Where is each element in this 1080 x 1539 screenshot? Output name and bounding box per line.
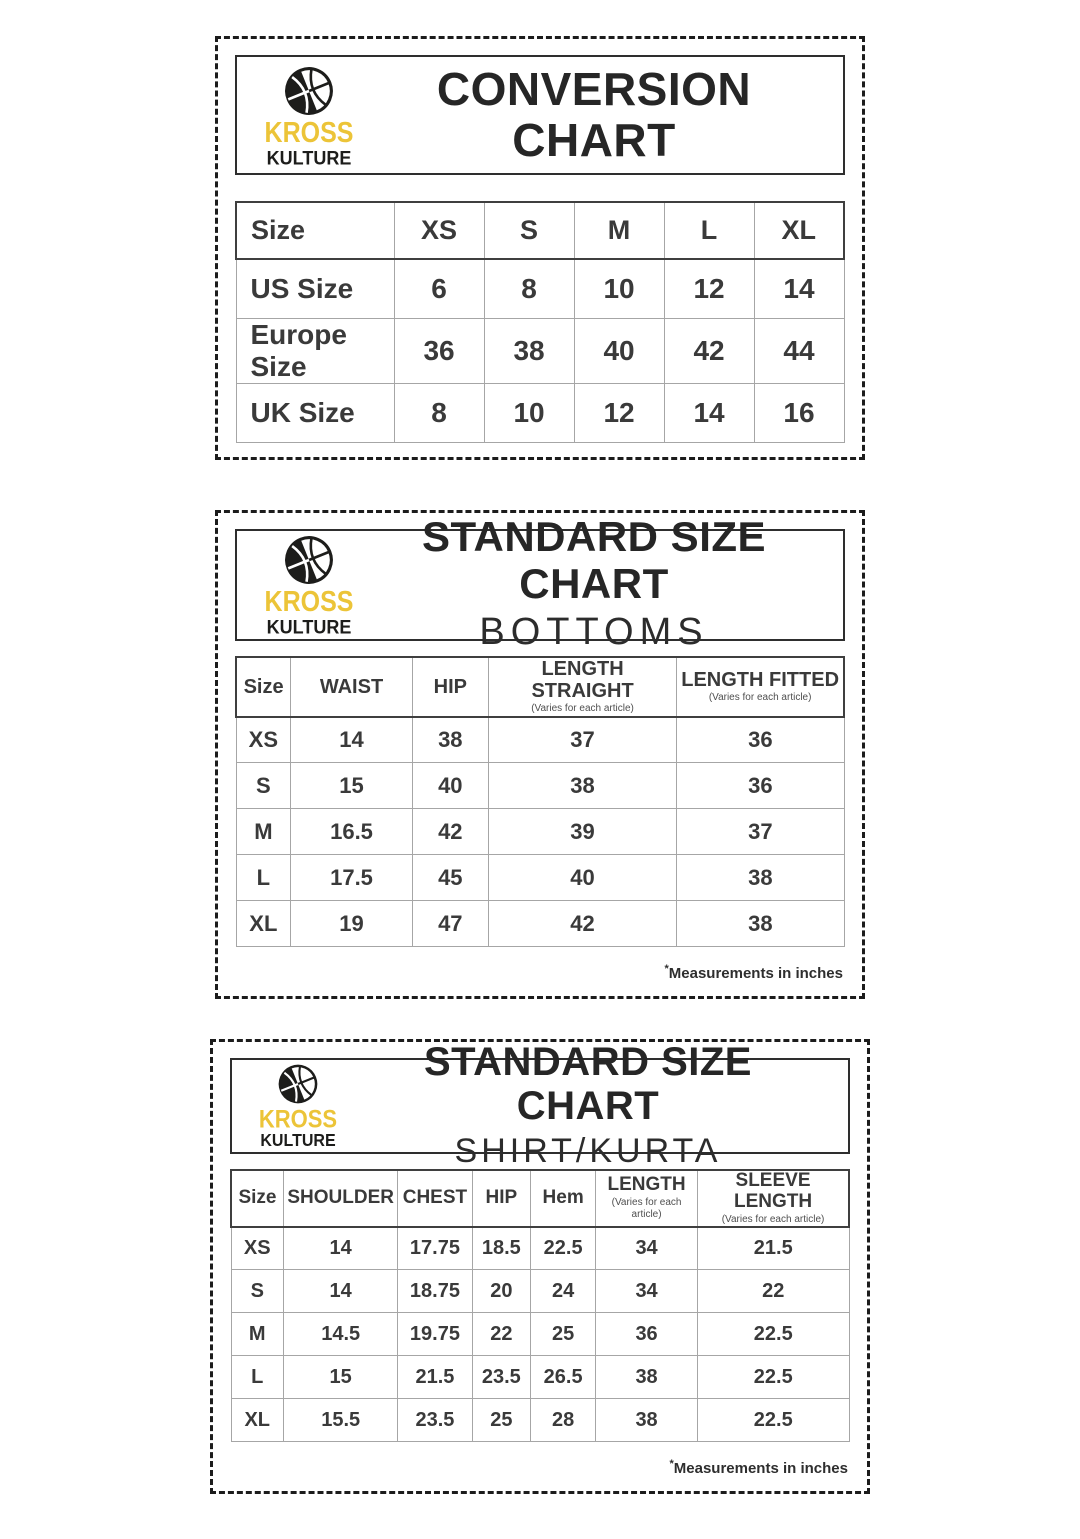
cell-value: 22.5 (698, 1399, 849, 1442)
brand-logo (253, 534, 365, 638)
table-row (236, 717, 844, 763)
cell-value: 22.5 (698, 1356, 849, 1399)
shirt-kurta-size-chart-table (230, 1169, 850, 1442)
column-header: Size (236, 202, 394, 259)
cell-value: 12 (664, 259, 754, 318)
cell-value: 38 (488, 763, 676, 809)
cell-value: 38 (484, 318, 574, 383)
column-header: SLEEVE LENGTH (Varies for each article) (698, 1170, 849, 1227)
cell-value: 19.75 (398, 1313, 472, 1356)
column-header: HIP (412, 657, 488, 717)
row-label: M (231, 1313, 284, 1356)
cell-value: 23.5 (472, 1356, 531, 1399)
table-row (231, 1356, 849, 1399)
cell-value: 36 (677, 717, 844, 763)
cell-value: 34 (596, 1270, 698, 1313)
basketball-icon (283, 65, 335, 117)
conversion-chart-header (235, 55, 845, 175)
row-label: XS (231, 1227, 284, 1270)
panel-titles (365, 514, 823, 654)
brand-name-kross: KROSS (264, 116, 354, 149)
cell-value: 22.5 (698, 1313, 849, 1356)
column-header: Hem (531, 1170, 596, 1227)
row-label: Europe Size (236, 318, 394, 383)
cell-value: 40 (488, 855, 676, 901)
header-row (231, 1170, 849, 1227)
cell-value: 10 (484, 383, 574, 442)
cell-value: 15.5 (284, 1399, 398, 1442)
column-header: Size (236, 657, 291, 717)
column-header: LENGTH FITTED (Varies for each article) (677, 657, 844, 717)
table-row (236, 763, 844, 809)
column-subnote: (Varies for each article) (531, 703, 634, 714)
cell-value: 22 (472, 1313, 531, 1356)
column-header: SHOULDER (284, 1170, 398, 1227)
cell-value: 22.5 (531, 1227, 596, 1270)
cell-value: 16.5 (291, 809, 413, 855)
brand-logo (253, 65, 365, 169)
brand-name-kross: KROSS (258, 1104, 338, 1134)
cell-value: 14 (284, 1270, 398, 1313)
cell-value: 47 (412, 901, 488, 947)
cell-value: 15 (284, 1356, 398, 1399)
cell-value: 28 (531, 1399, 596, 1442)
column-header: WAIST (291, 657, 413, 717)
cell-value: 38 (596, 1399, 698, 1442)
footnote-text: Measurements in inches (668, 965, 843, 982)
column-header: CHEST (398, 1170, 472, 1227)
cell-value: 21.5 (398, 1356, 472, 1399)
table-row (231, 1399, 849, 1442)
panel-title: CONVERSION CHART (436, 63, 752, 166)
cell-value: 24 (531, 1270, 596, 1313)
table-row (236, 809, 844, 855)
cell-value: 34 (596, 1227, 698, 1270)
basketball-icon (277, 1063, 319, 1105)
footnote-text: Measurements in inches (673, 1460, 848, 1478)
measurements-footnote (230, 1458, 850, 1477)
column-header: HIP (472, 1170, 531, 1227)
conversion-chart-panel (215, 36, 865, 460)
cell-value: 22 (698, 1270, 849, 1313)
column-header: L (664, 202, 754, 259)
header-row (236, 657, 844, 717)
column-header: LENGTH STRAIGHT (Varies for each article) (488, 657, 676, 717)
cell-value: 18.5 (472, 1227, 531, 1270)
cell-value: 25 (531, 1313, 596, 1356)
row-label: L (231, 1356, 284, 1399)
cell-value: 38 (596, 1356, 698, 1399)
cell-value: 10 (574, 259, 664, 318)
cell-value: 21.5 (698, 1227, 849, 1270)
column-header: S (484, 202, 574, 259)
bottoms-size-chart-panel (215, 510, 865, 1000)
brand-logo (248, 1063, 348, 1149)
cell-value: 17.75 (398, 1227, 472, 1270)
cell-value: 38 (412, 717, 488, 763)
column-header: XS (394, 202, 484, 259)
panel-subtitle: BOTTOMS (479, 610, 709, 653)
panel-title: STANDARD SIZE CHART (424, 1040, 752, 1129)
cell-value: 37 (677, 809, 844, 855)
column-header: Size (231, 1170, 284, 1227)
shirt-kurta-size-chart-panel (210, 1039, 870, 1494)
panel-titles (348, 1040, 828, 1171)
cell-value: 14 (284, 1227, 398, 1270)
conversion-chart-table (235, 201, 845, 443)
table-row (236, 383, 844, 442)
table-row (236, 259, 844, 318)
cell-value: 20 (472, 1270, 531, 1313)
column-header: M (574, 202, 664, 259)
brand-name-kulture: KULTURE (260, 1131, 336, 1151)
row-label: XL (231, 1399, 284, 1442)
bottoms-size-chart-table (235, 656, 845, 948)
asterisk-marker: * (664, 963, 669, 975)
basketball-icon (283, 534, 335, 586)
table-row (231, 1313, 849, 1356)
cell-value: 37 (488, 717, 676, 763)
measurements-footnote (235, 963, 845, 982)
cell-value: 36 (394, 318, 484, 383)
cell-value: 19 (291, 901, 413, 947)
table-row (236, 901, 844, 947)
column-subnote: (Varies for each article) (708, 692, 812, 703)
panel-subtitle: SHIRT/KURTA (454, 1132, 722, 1171)
cell-value: 6 (394, 259, 484, 318)
row-label: UK Size (236, 383, 394, 442)
panel-titles (365, 64, 823, 165)
row-label: M (236, 809, 291, 855)
panel-title: STANDARD SIZE CHART (421, 513, 767, 607)
cell-value: 17.5 (291, 855, 413, 901)
cell-value: 16 (754, 383, 844, 442)
cell-value: 38 (677, 901, 844, 947)
shirt-kurta-table-container (230, 1169, 850, 1442)
cell-value: 14 (754, 259, 844, 318)
table-row (236, 318, 844, 383)
cell-value: 14 (291, 717, 413, 763)
table-row (236, 855, 844, 901)
cell-value: 15 (291, 763, 413, 809)
brand-name-kulture: KULTURE (266, 615, 352, 638)
cell-value: 42 (412, 809, 488, 855)
row-label: US Size (236, 259, 394, 318)
cell-value: 38 (677, 855, 844, 901)
cell-value: 39 (488, 809, 676, 855)
cell-value: 14.5 (284, 1313, 398, 1356)
cell-value: 12 (574, 383, 664, 442)
shirt-kurta-chart-header (230, 1040, 850, 1171)
cell-value: 36 (677, 763, 844, 809)
row-label: XL (236, 901, 291, 947)
cell-value: 23.5 (398, 1399, 472, 1442)
cell-value: 45 (412, 855, 488, 901)
row-label: XS (236, 717, 291, 763)
column-subnote: (Varies for each article) (721, 1213, 825, 1225)
row-label: S (231, 1270, 284, 1313)
conversion-table-container (235, 201, 845, 443)
brand-name-kulture: KULTURE (266, 146, 352, 169)
column-header: XL (754, 202, 844, 259)
cell-value: 36 (596, 1313, 698, 1356)
cell-value: 18.75 (398, 1270, 472, 1313)
cell-value: 25 (472, 1399, 531, 1442)
bottoms-chart-header (235, 513, 845, 653)
column-header: LENGTH (Varies for each article) (596, 1170, 698, 1227)
cell-value: 40 (574, 318, 664, 383)
cell-value: 40 (412, 763, 488, 809)
cell-value: 26.5 (531, 1356, 596, 1399)
table-row (231, 1270, 849, 1313)
cell-value: 8 (484, 259, 574, 318)
row-label: S (236, 763, 291, 809)
bottoms-table-container (235, 656, 845, 948)
cell-value: 42 (488, 901, 676, 947)
cell-value: 14 (664, 383, 754, 442)
header-row (236, 202, 844, 259)
column-subnote: (Varies for each article) (611, 1197, 682, 1221)
asterisk-marker: * (669, 1458, 674, 1471)
cell-value: 8 (394, 383, 484, 442)
brand-name-kross: KROSS (264, 585, 354, 618)
row-label: L (236, 855, 291, 901)
table-row (231, 1227, 849, 1270)
cell-value: 44 (754, 318, 844, 383)
cell-value: 42 (664, 318, 754, 383)
